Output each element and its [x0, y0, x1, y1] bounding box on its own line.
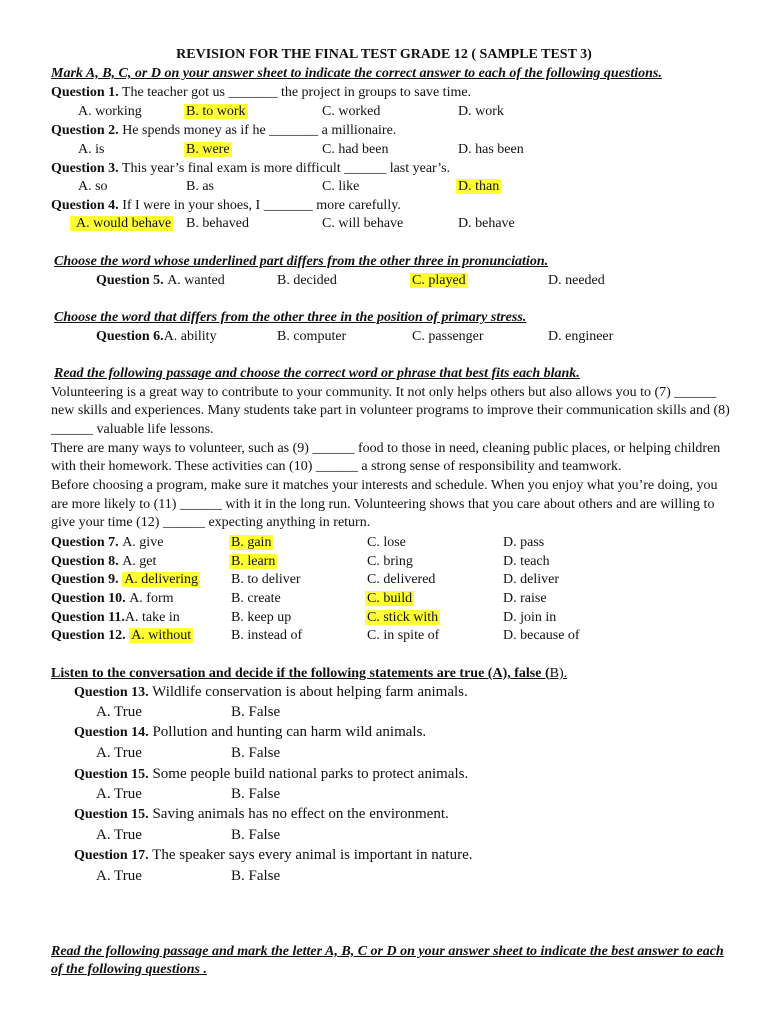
question-label: Question 3.: [51, 161, 119, 176]
option-b[interactable]: B. behaved: [186, 216, 249, 231]
option-b[interactable]: B. gain: [231, 535, 272, 550]
option-c[interactable]: C. will behave: [322, 216, 404, 231]
question-stem: If I were in your shoes, I _______ more carefully.: [118, 198, 401, 213]
option-true[interactable]: A. True: [96, 704, 142, 720]
option-true[interactable]: A. True: [96, 868, 142, 884]
option-true[interactable]: A. True: [96, 786, 142, 802]
question-3: [51, 160, 450, 178]
option-d[interactable]: D. deliver: [503, 572, 559, 587]
question-16: Question 15. Saving animals has no effect on the environment.: [74, 806, 449, 822]
option-b[interactable]: B. keep up: [231, 610, 292, 625]
question-10: [51, 590, 174, 608]
question-1: [51, 84, 471, 102]
option-c[interactable]: C. like: [322, 179, 360, 194]
option-c[interactable]: C. delivered: [367, 572, 436, 587]
option-a[interactable]: A. working: [78, 104, 142, 119]
option-b[interactable]: B. were: [186, 142, 230, 157]
option-false[interactable]: B. False: [231, 745, 281, 761]
option-c[interactable]: C. bring: [367, 554, 413, 569]
option-d[interactable]: D. needed: [548, 273, 605, 288]
question-6: [96, 328, 217, 346]
option-true[interactable]: A. True: [96, 745, 142, 761]
option-b[interactable]: B. to deliver: [231, 572, 301, 587]
option-a[interactable]: A. ability: [163, 329, 217, 344]
option-d[interactable]: D. raise: [503, 591, 547, 606]
option-d[interactable]: D. join in: [503, 610, 557, 625]
option-b[interactable]: B. computer: [277, 329, 347, 344]
option-c[interactable]: C. stick with: [367, 610, 439, 625]
option-c[interactable]: C. lose: [367, 535, 406, 550]
question-label: Question 6.: [96, 329, 164, 344]
section2-instruction: Choose the word whose underlined part differs from the other three in pronunciation.: [54, 254, 549, 269]
question-11: [51, 609, 180, 627]
question-label: Question 12.: [51, 628, 126, 643]
option-b[interactable]: B. create: [231, 591, 281, 606]
question-label: Question 8.: [51, 554, 119, 569]
question-label: Question 1.: [51, 85, 119, 100]
option-b[interactable]: B. as: [186, 179, 214, 194]
option-d[interactable]: D. has been: [458, 142, 524, 157]
option-a[interactable]: A. give: [122, 535, 164, 550]
question-label: Question 4.: [51, 198, 119, 213]
option-false[interactable]: B. False: [231, 786, 281, 802]
option-d[interactable]: D. teach: [503, 554, 550, 569]
option-b[interactable]: B. learn: [231, 554, 276, 569]
option-b[interactable]: B. decided: [277, 273, 337, 288]
option-c[interactable]: C. in spite of: [367, 628, 440, 643]
question-13: Question 13. Wildlife conservation is about helping farm animals.: [74, 684, 468, 700]
question-7: [51, 534, 163, 552]
question-label: Question 11.: [51, 610, 125, 625]
question-15: Question 15. Some people build national parks to protect animals.: [74, 766, 469, 782]
option-a[interactable]: A. without: [131, 628, 192, 643]
option-a[interactable]: A. is: [78, 142, 105, 157]
question-label: Question 7.: [51, 535, 119, 550]
option-c[interactable]: C. played: [412, 273, 466, 288]
option-a[interactable]: A. would behave: [70, 216, 173, 231]
passage-line: There are many ways to volunteer, such as (9) ______ food to those in need, cleaning public places, or helping children: [51, 441, 721, 456]
section4-instruction: Read the following passage and choose the correct word or phrase that best fits each blank.: [54, 366, 580, 381]
option-false[interactable]: B. False: [231, 827, 281, 843]
option-d[interactable]: D. behave: [458, 216, 515, 231]
option-c[interactable]: C. passenger: [412, 329, 484, 344]
option-d[interactable]: D. than: [458, 179, 500, 194]
section1-instruction: Mark A, B, C, or D on your answer sheet to indicate the correct answer to each of the following questions.: [51, 66, 662, 81]
option-false[interactable]: B. False: [231, 868, 281, 884]
question-label: Question 10.: [51, 591, 126, 606]
option-c[interactable]: C. build: [367, 591, 413, 606]
option-d[interactable]: D. because of: [503, 628, 580, 643]
section6-instruction-cont: of the following questions .: [51, 962, 207, 977]
passage-line: ______ valuable life lessons.: [51, 422, 214, 437]
option-c[interactable]: C. worked: [322, 104, 381, 119]
page-title: REVISION FOR THE FINAL TEST GRADE 12 ( SAMPLE TEST 3): [176, 47, 592, 62]
section6-instruction: Read the following passage and mark the letter A, B, C or D on your answer sheet to indicate the best answer to each: [51, 944, 724, 959]
question-5: [96, 272, 225, 290]
section5-instruction: Listen to the conversation and decide if the following statements are true (A), false (B).: [51, 666, 568, 681]
question-12: [51, 627, 193, 645]
passage-line: with their homework. These activities can (10) ______ a strong sense of responsibility and teamwork.: [51, 459, 622, 474]
question-label: Question 2.: [51, 123, 119, 138]
option-d[interactable]: D. work: [458, 104, 504, 119]
option-false[interactable]: B. False: [231, 704, 281, 720]
option-a[interactable]: A. delivering: [124, 572, 199, 587]
question-4: [51, 197, 401, 215]
passage-line: new skills and experiences. Many students take part in volunteer programs to improve their communication skills and (8): [51, 403, 730, 418]
question-label: Question 9.: [51, 572, 119, 587]
option-b[interactable]: B. instead of: [231, 628, 303, 643]
question-9: [51, 571, 200, 589]
question-label: Question 5.: [96, 273, 164, 288]
question-2: [51, 122, 396, 140]
question-17: Question 17. The speaker says every animal is important in nature.: [74, 847, 473, 863]
option-a[interactable]: A. form: [129, 591, 174, 606]
passage-line: Before choosing a program, make sure it matches your interests and schedule. When you enjoy what you’re doing, you: [51, 478, 718, 493]
option-a[interactable]: A. so: [78, 179, 108, 194]
option-a[interactable]: A. get: [122, 554, 157, 569]
question-stem: He spends money as if he _______ a millionaire.: [118, 123, 397, 138]
option-a[interactable]: A. take in: [124, 610, 180, 625]
question-8: [51, 553, 156, 571]
option-d[interactable]: D. engineer: [548, 329, 614, 344]
option-b[interactable]: B. to work: [186, 104, 246, 119]
passage-line: give your time (12) ______ expecting anything in return.: [51, 515, 371, 530]
question-stem: This year’s final exam is more difficult ______ last year’s.: [118, 161, 451, 176]
section3-instruction: Choose the word that differs from the other three in the position of primary stress.: [54, 310, 527, 325]
option-c[interactable]: C. had been: [322, 142, 389, 157]
option-true[interactable]: A. True: [96, 827, 142, 843]
question-14: Question 14. Pollution and hunting can harm wild animals.: [74, 724, 427, 740]
question-stem: The teacher got us _______ the project in groups to save time.: [118, 85, 472, 100]
passage-line: are more likely to (11) ______ with it in the long run. Volunteering shows that you care about others and are willing to: [51, 497, 715, 512]
option-a[interactable]: A. wanted: [167, 273, 225, 288]
option-d[interactable]: D. pass: [503, 535, 545, 550]
passage-line: Volunteering is a great way to contribute to your community. It not only helps others but also allows you to (7) ______: [51, 385, 717, 400]
